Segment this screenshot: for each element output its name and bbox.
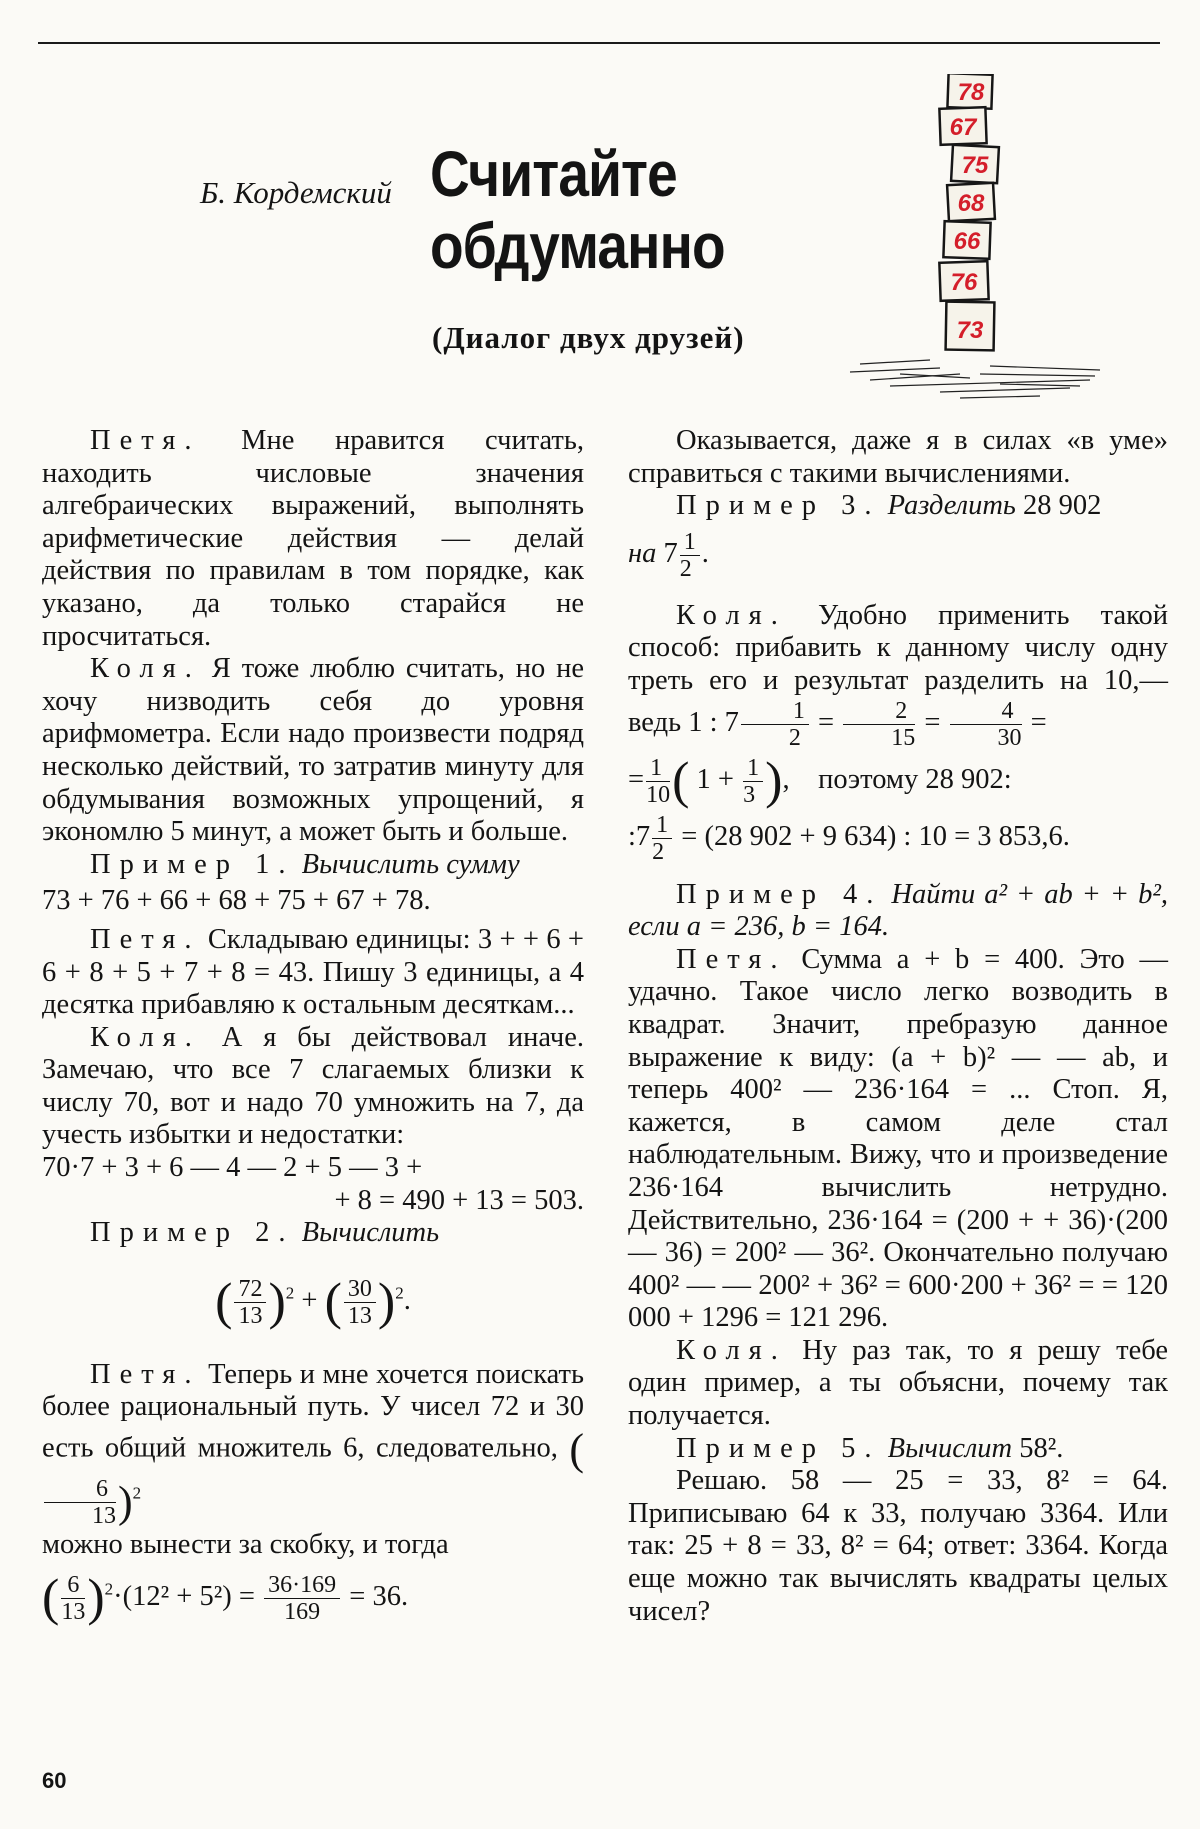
paren: ) (118, 1477, 133, 1527)
paragraph: Коля. Удобно применить такой способ: прибавить к данному числу одну треть его и результат разделить на 10,— ведь 1 : 7 $\frac{1}{2}$ = $\frac{2}{15}$ = $\frac{4}{30}$ = (628, 599, 1168, 751)
fraction (843, 698, 915, 751)
block-label-5: 66 (953, 228, 981, 255)
paren: ( (42, 1569, 60, 1627)
example-heading (42, 1217, 584, 1250)
example-task: Найти a² + ab + + b², если a = 236, b = 164. (628, 878, 1169, 943)
denominator: 10 (646, 781, 671, 808)
formula-part: (28 902 + 9 634) : 10 = 3 853,6. (704, 820, 1070, 852)
speaker-name: Петя. (90, 1358, 201, 1390)
denominator: 2 (788, 724, 801, 751)
formula-line: = $\frac{1}{10}$ ( 1 + $\frac{1}{3}$ ), поэтому 28 902: (628, 752, 1012, 810)
word-na: на (628, 537, 657, 569)
fraction (743, 755, 763, 808)
denominator: 2 (679, 555, 692, 582)
block-label-1: 78 (957, 79, 985, 106)
exponent: 2 (132, 1483, 142, 1503)
formula-part: 1 : 7 (688, 706, 739, 738)
paren: ( (569, 1425, 584, 1475)
example-task: Вычислит (887, 1432, 1013, 1464)
example-heading (42, 849, 584, 882)
speaker-name: Петя. (90, 923, 201, 955)
example-label: Пример 2. (90, 1217, 295, 1249)
top-rule (38, 42, 1160, 44)
denominator: 13 (347, 1302, 372, 1329)
denominator: 13 (92, 1503, 116, 1530)
paragraph-text: Мне нравится считать, находить числовые значения алгебраических выражений, выполнять арифметические действия — делай действия по правилам в том порядке, как указано, да только старайся не просчитаться. (42, 425, 584, 652)
numerator: 6 (44, 1476, 116, 1503)
speaker-name: Коля. (90, 653, 201, 685)
paragraph-text: Удобно применить такой способ: прибавить к данному числу одну треть его и результат разделить на 10,— ведь (628, 599, 1168, 738)
example-label: Пример 1. (90, 848, 295, 880)
numerator: 6 (61, 1572, 85, 1599)
fraction (680, 529, 700, 582)
example-number: 58². (1012, 1432, 1064, 1464)
block-label-4: 68 (957, 190, 985, 217)
block-label-7: 73 (956, 317, 984, 344)
paragraph-text: Складываю единицы: 3 + + 6 + 6 + 8 + 5 + 7 + 8 = 43. Пишу 3 единицы, а 4 десятка прибавляю к остальным десяткам... (42, 923, 584, 1021)
speaker-name: Коля. (90, 1021, 201, 1053)
paragraph-text: А я бы действовал иначе. Замечаю, что все 7 слагаемых близки к числу 70, вот и надо 70 умножить на 7, да учесть избытки и недостатки: (42, 1021, 584, 1151)
speaker-name: Петя. (90, 425, 201, 456)
paragraph (42, 425, 584, 653)
formula-line-1: 70·7 + 3 + 6 — 4 — 2 + 5 — 3 + (42, 1152, 423, 1184)
paragraph (42, 653, 584, 849)
paragraph: Решаю. 58 — 25 = 33, 8² = 64. Приписываю 64 к 33, получаю 3364. Или так: 25 + 8 = 33, 8² = 64; ответ: 3364. Когда еще можно так вычислять квадраты целых чисел? (628, 1465, 1168, 1627)
numerator: 1 (743, 755, 763, 782)
denominator: 13 (61, 1598, 86, 1625)
numerator: 2 (843, 698, 915, 725)
fraction (344, 1276, 376, 1329)
fraction (264, 1572, 340, 1625)
formula-part: ·(12² + 5²) = (113, 1580, 255, 1612)
denominator: 3 (743, 781, 756, 808)
example-task: Разделить (887, 490, 1016, 522)
paren: ) (268, 1273, 286, 1331)
fraction (652, 812, 672, 865)
title-line-2: обдуманно (430, 210, 725, 282)
block-label-2: 67 (949, 114, 977, 141)
formula-line: :7 $\frac{1}{2}$ = (28 902 + 9 634) : 10 = 3 853,6. (628, 811, 1070, 865)
paragraph-text: Я тоже люблю считать, но не хочу низводить себя до уровня арифмометра. Если надо произвести подряд несколько действий, то затратив минуту для обдумывания возможных упрощений, я экономлю 5 минут, а может быть и больше. (42, 653, 584, 848)
paren: ) (377, 1273, 396, 1331)
formula-result: = 36. (349, 1580, 409, 1612)
speaker-name: Петя. (676, 943, 787, 975)
paragraph (42, 924, 584, 1022)
numerator: 1 (646, 755, 670, 782)
number-blocks-tower-icon (840, 74, 1110, 414)
formula: 73 + 76 + 66 + 68 + 75 + 67 + 78. (42, 885, 431, 917)
numerator: 1 (680, 529, 700, 556)
paren: ( (324, 1273, 342, 1331)
numerator: 1 (652, 812, 672, 839)
fraction (44, 1476, 116, 1529)
numerator: 72 (234, 1276, 266, 1303)
fraction (646, 755, 670, 808)
paragraph-continuation: можно вынести за скобку, и тогда (42, 1529, 449, 1561)
paragraph (628, 1335, 1168, 1433)
example-heading (628, 879, 1168, 944)
paragraph-text: Теперь и мне хочется поискать более рациональный путь. У чисел 72 и 30 есть общий множитель 6, следовательно, (42, 1358, 584, 1464)
exponent: 2 (285, 1283, 295, 1303)
page-number: 60 (42, 1768, 67, 1793)
paren: ) (87, 1569, 105, 1627)
example-3-divisor: на 7 $\frac{1}{2}$ . (628, 528, 709, 582)
paragraph (628, 944, 1168, 1335)
example-heading (628, 490, 1168, 523)
example-number: 28 902 (1015, 490, 1102, 522)
denominator: 30 (997, 724, 1022, 751)
fraction (950, 698, 1022, 751)
example-label: Пример 4. (676, 878, 883, 910)
denominator: 169 (284, 1598, 321, 1625)
article-title (430, 138, 725, 282)
left-column (42, 425, 584, 1625)
block-label-3: 75 (961, 152, 989, 179)
fraction (741, 698, 809, 751)
author-name: Б. Кордемский (200, 175, 392, 210)
example-label: Пример 3. (676, 490, 881, 522)
paragraph (42, 1359, 584, 1529)
ground-hatching (850, 360, 1100, 398)
paragraph (42, 1022, 584, 1152)
paragraph-text: поэтому 28 902: (818, 763, 1012, 795)
fraction (61, 1572, 85, 1625)
example-label: Пример 5. (676, 1432, 881, 1464)
paragraph: Оказывается, даже я в силах «в уме» справиться с такими вычислениями. (628, 425, 1168, 489)
example-heading (628, 1433, 1168, 1466)
whole-part: 7 (663, 537, 678, 569)
title-line-1: Считайте (430, 138, 677, 210)
exponent: 2 (395, 1283, 404, 1303)
paragraph-text: Ну раз так, то я решу тебе один пример, а ты объясни, почему так получается. (628, 1334, 1168, 1432)
final-formula (42, 1569, 584, 1627)
numerator: 36·169 (264, 1572, 340, 1599)
paren: ( (672, 752, 690, 810)
example-2-formula: ( $\frac{72}{13}$ )$^2$ + ( $\frac{30}{13}$ )$^2$. (215, 1273, 411, 1331)
denominator: 13 (238, 1302, 263, 1329)
example-task: Вычислить (301, 1217, 440, 1249)
paren: ( (215, 1273, 233, 1331)
speaker-name: Коля. (676, 599, 787, 631)
example-task: Вычислить сумму (301, 848, 520, 880)
numerator: 30 (344, 1276, 376, 1303)
exponent: 2 (104, 1579, 114, 1599)
numerator: 4 (950, 698, 1022, 725)
formula-line-2: + 8 = 490 + 13 = 503. (334, 1184, 584, 1216)
fraction (234, 1276, 266, 1329)
denominator: 15 (891, 724, 916, 751)
right-column (628, 425, 1168, 1628)
paragraph-text: Сумма a + b = 400. Это — удачно. Такое число легко возводить в квадрат. Значит, пребразую данное выражение к виду: (a + b)² — — ab, и теперь 400² — 236·164 = ... Стоп. Я, кажется, в самом деле стал наблюдательным. Вижу, что и произведение 236·164 вычислить нетрудно. Действительно, 236·164 = (200 + + 36)·(200 — 36) = 200² — 36². Окончательно получаю 400² — — 200² + 36² = 600·200 + 36² = = 120 000 + 1296 = 121 296. (628, 943, 1168, 1334)
speaker-name: Коля. (676, 1334, 787, 1366)
block-label-6: 76 (950, 269, 978, 296)
numerator: 1 (741, 698, 809, 725)
article-subtitle: (Диалог двух друзей) (432, 320, 745, 355)
denominator: 2 (652, 838, 665, 865)
paren: ) (765, 752, 783, 810)
